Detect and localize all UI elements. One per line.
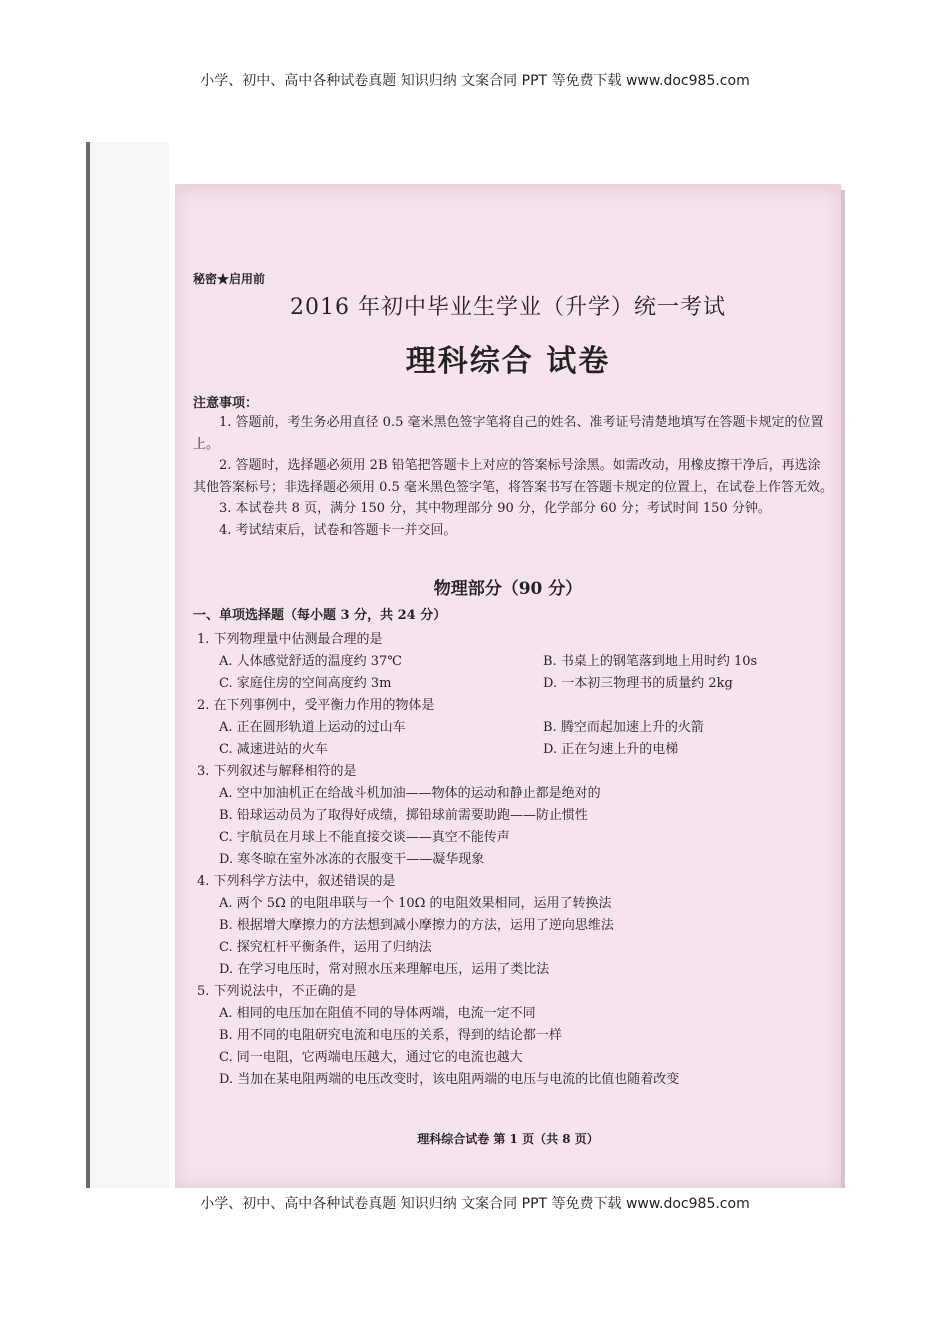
question-option: C. 探究杠杆平衡条件，运用了归纳法 [219,940,432,955]
question-option: A. 两个 5Ω 的电阻串联与一个 10Ω 的电阻效果相同，运用了转换法 [219,896,612,911]
question-option: D. 当加在某电阻两端的电压改变时，该电阻两端的电压与电流的比值也随着改变 [219,1072,680,1087]
question-option: D. 寒冬晾在室外冰冻的衣服变干——凝华现象 [219,852,485,867]
paper-title: 理科综合 试卷 [405,344,611,379]
notice-item: 4. 考试结束后，试卷和答题卡一并交回。 [219,522,457,538]
confidential-label: 秘密★启用前 [193,272,266,286]
question-option: D. 一本初三物理书的质量约 2kg [543,676,733,691]
question-option: B. 腾空而起加速上升的火箭 [543,720,704,735]
question-option: A. 相同的电压加在阻值不同的导体两端，电流一定不同 [219,1006,536,1021]
question-stem: 5. 下列说法中，不正确的是 [197,984,357,999]
question-option: C. 家庭住房的空间高度约 3m [219,676,392,691]
question-stem: 2. 在下列事例中，受平衡力作用的物体是 [197,698,435,713]
question-stem: 4. 下列科学方法中，叙述错误的是 [197,874,396,889]
notice-list [193,412,833,541]
exam-paper [175,188,841,1188]
part-heading: 一、单项选择题（每小题 3 分，共 24 分） [193,608,447,623]
question-option: B. 根据增大摩擦力的方法想到减小摩擦力的方法，运用了逆向思维法 [219,918,614,933]
question-option: C. 减速进站的火车 [219,742,328,757]
question-option: B. 铅球运动员为了取得好成绩，掷铅球前需要助跑——防止惯性 [219,808,588,823]
question-option: A. 空中加油机正在给战斗机加油——物体的运动和静止都是绝对的 [219,786,601,801]
question-option: A. 正在圆形轨道上运动的过山车 [219,720,406,735]
notice-item: 2. 答题时，选择题必须用 2B 铅笔把答题卡上对应的答案标号涂黑。如需改动，用橡皮擦干净后，再选涂其他答案标号；非选择题必须用 0.5 毫米黑色签字笔，将答案书写在答题卡规定的位置上，在试卷上作答无效。 [193,458,833,495]
bottom-banner: 小学、初中、高中各种试卷真题 知识归纳 文案合同 PPT 等免费下载 www.doc985.com [200,1196,750,1212]
notice-item: 1. 答题前，考生务必用直径 0.5 毫米黑色签字笔将自己的姓名、准考证号清楚地填写在答题卡规定的位置上。 [193,415,824,452]
scanned-page [86,142,852,1188]
page-footer: 理科综合试卷 第 1 页（共 8 页） [417,1132,599,1146]
question-option: D. 在学习电压时，常对照水压来理解电压，运用了类比法 [219,962,550,977]
question-option: A. 人体感觉舒适的温度约 37℃ [219,654,402,669]
question-option: D. 正在匀速上升的电梯 [543,742,679,757]
question-stem: 1. 下列物理量中估测最合理的是 [197,632,383,647]
notice-heading: 注意事项： [193,396,259,411]
section-title: 物理部分（90 分） [433,579,583,599]
question-option: C. 同一电阻，它两端电压越大，通过它的电流也越大 [219,1050,523,1065]
question-stem: 3. 下列叙述与解释相符的是 [197,764,357,779]
question-option: C. 宇航员在月球上不能直接交谈——真空不能传声 [219,830,510,845]
top-banner: 小学、初中、高中各种试卷真题 知识归纳 文案合同 PPT 等免费下载 www.doc985.com [200,73,750,89]
question-option: B. 书桌上的钢笔落到地上用时约 10s [543,654,758,669]
question-option: B. 用不同的电阻研究电流和电压的关系，得到的结论都一样 [219,1028,562,1043]
scan-margin [90,142,169,1188]
exam-title: 2016 年初中毕业生学业（升学）统一考试 [290,295,726,320]
notice-item: 3. 本试卷共 8 页，满分 150 分，其中物理部分 90 分，化学部分 60 分；考试时间 150 分钟。 [219,501,771,516]
